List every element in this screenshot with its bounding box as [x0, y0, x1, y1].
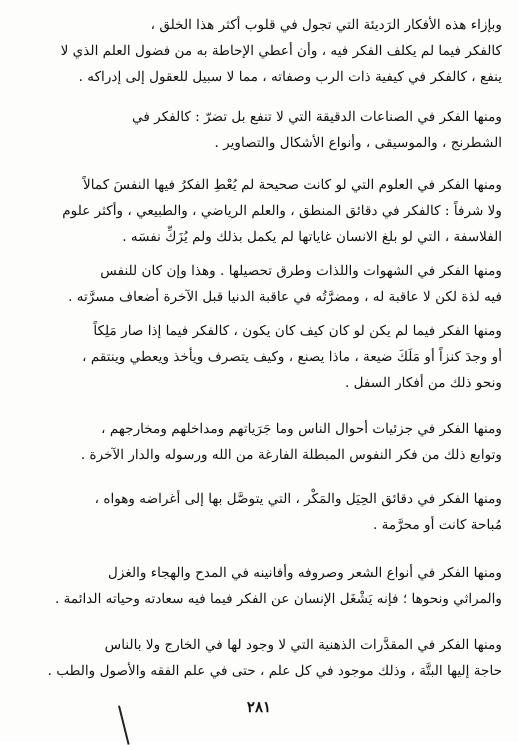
text-line: الفلاسفة ، التي لو بلغ الانسان غاياتها لم يكمل بذلك ولم يُزَكِّ نفسَه . — [122, 229, 502, 245]
text-line: ينفع ، كالفكر في كيفية ذات الرب وصفاته ، مما لا سبيل للعقول إلى إدراكه . — [78, 69, 502, 85]
text-line: والمراثي ونحوها ؛ فإنه يَشْغَل الإنسان عن الفكر فيما فيه سعادته وحياته الدائمة . — [54, 591, 502, 607]
text-line: الشطرنج ، والموسيقى ، وأنواع الأشكال والتصاوير . — [214, 135, 502, 151]
text-line: ومنها الفكر في الشهوات واللذات وطرق تحصيلها . وهذا وإن كان للنفس — [100, 263, 502, 279]
text-line: فيه لذة لكن لا عاقبة له ، ومضرَّتُه في عاقبة الدنيا قبل الآخرة أضعاف مسرَّته . — [68, 289, 502, 305]
paragraph-5 — [40, 318, 502, 396]
text-line: ومنها الفكر فيما لم يكن لو كان كيف كان يكون ، كالفكر فيما إذا صار مَلِكاً — [93, 323, 502, 339]
text-line: ومنها الفكر في دقائق الحِيَل والمَكْر ، التي يتوصَّل بها إلى أغراضه وهواه ، — [94, 491, 502, 507]
text-line: ونحو ذلك من أفكار السفل . — [344, 375, 502, 391]
page-number: ٢٨١ — [246, 698, 272, 716]
paragraph-1 — [40, 12, 502, 90]
paragraph-9 — [40, 632, 502, 684]
text-line: حاجة إليها البتَّة ، وذلك موجود في كل علم ، حتى في علم الفقه والأصول والطب . — [47, 663, 502, 679]
text-line: أو وجدَ كنزاً أو مَلَكَ ضيعة ، ماذا يصنع ، وكيف يتصرف ويأخذ ويعطي وينتقم ، — [82, 349, 502, 365]
paragraph-4 — [40, 258, 502, 310]
text-line: كالفكر فيما لم يكلف الفكر فيه ، وأن أعطي الإحاطة به من فضول العلم الذي لا — [60, 43, 502, 59]
text-line: ولا شرفاً : كالفكر في دقائق المنطق ، والعلم الرياضي ، والطبيعي ، وأكثر علوم — [62, 203, 502, 219]
text-line: ومنها الفكر في المقدَّرات الذهنية التي لا وجود لها في الخارج ولا بالناس — [104, 637, 502, 653]
text-line: ومنها الفكر في أنواع الشعر وصروفه وأفانينه في المدح والهجاء والغزل — [108, 565, 502, 581]
paragraph-8 — [40, 560, 502, 612]
text-line: مُباحة كانت أو محرَّمة . — [372, 517, 502, 533]
text-line: ومنها الفكر في جزئيات أحوال الناس وما جَرَياتهم ومداخلهم ومخارجهم ، — [101, 421, 502, 437]
text-line: وبإزاء هذه الأفكار الرَديئة التي تجول في قلوب أكثر هذا الخلق ، — [150, 17, 502, 33]
text-line: ومنها الفكر في الصناعات الدقيقة التي لا تنفع بل تضرّ : كالفكر في — [132, 109, 502, 125]
paragraph-6 — [40, 416, 502, 468]
text-line: ومنها الفكر في العلوم التي لو كانت صحيحة لم يُعْطِ الفكرُ فيها النفسَ كمالاً — [82, 177, 502, 193]
text-line: وتوابع ذلك من فكر النفوس المبطلة الفارغة من الله ورسوله والدار الآخرة . — [80, 447, 502, 463]
paragraph-2 — [40, 104, 502, 156]
paragraph-7 — [40, 486, 502, 538]
paragraph-3 — [40, 172, 502, 250]
